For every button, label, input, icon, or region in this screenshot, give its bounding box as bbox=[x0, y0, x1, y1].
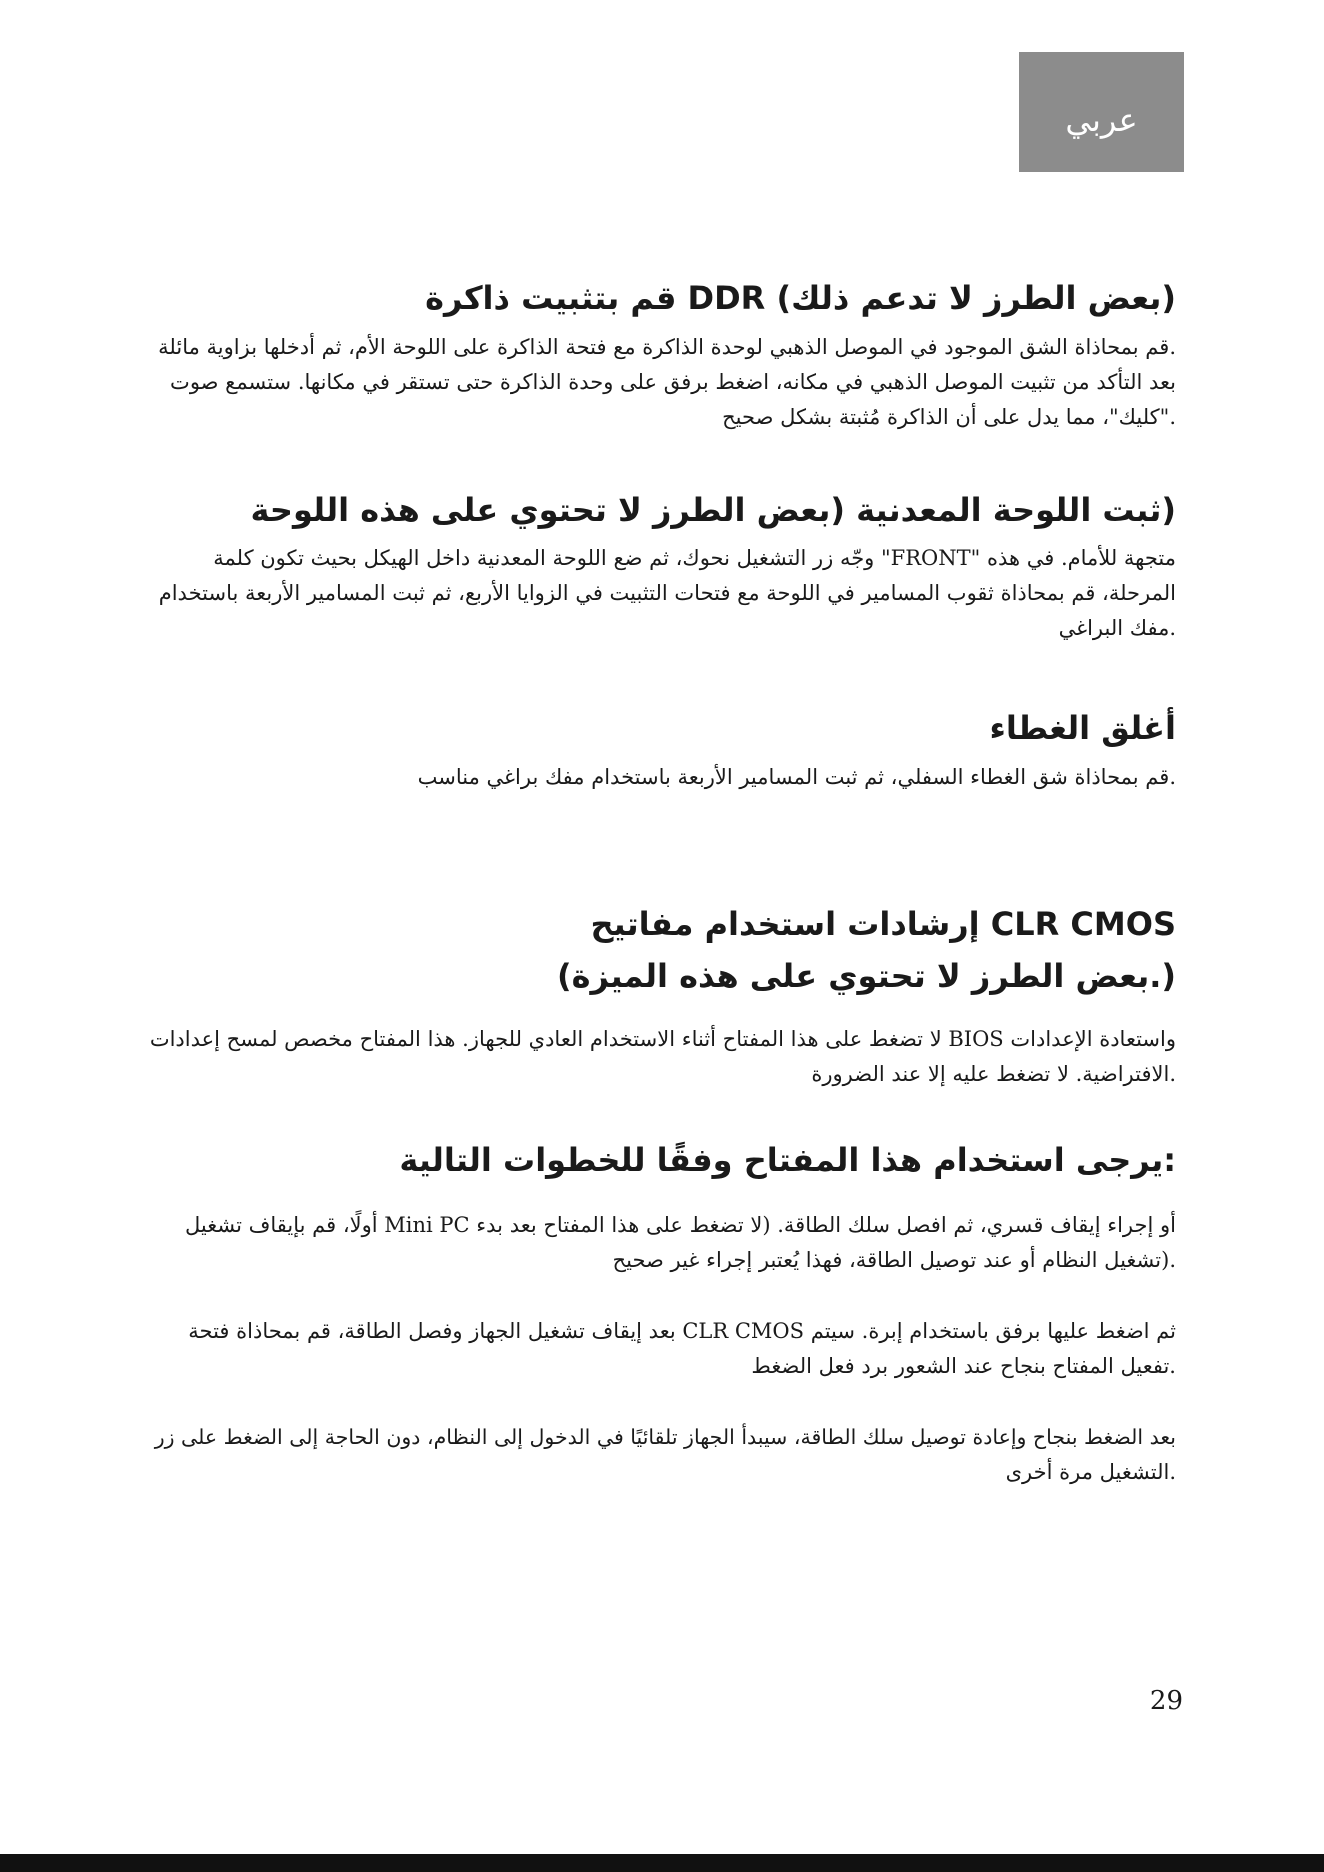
paragraph-line: بعد الضغط بنجاح وإعادة توصيل سلك الطاقة، سيبدأ الجهاز تلقائيًا في الدخول إلى النظام، دون الحاجة إلى الضغط على زر bbox=[154, 1425, 1176, 1449]
paragraph-line: .تفعيل المفتاح بنجاح عند الشعور برد فعل الضغط bbox=[751, 1354, 1176, 1378]
section-heading bbox=[557, 898, 1176, 1002]
paragraph bbox=[185, 1208, 1176, 1278]
paragraph-line: ."كليك"، مما يدل على أن الذاكرة مُثبتة بشكل صحيح bbox=[722, 405, 1176, 429]
paragraph-line: .الافتراضية. لا تضغط عليه إلا عند الضرورة bbox=[811, 1062, 1176, 1086]
heading-line: CLR CMOS إرشادات استخدام مفاتيح bbox=[590, 905, 1176, 943]
section-close-cover-body bbox=[418, 760, 1176, 795]
step-3 bbox=[155, 1420, 1176, 1490]
paragraph-line: أو إجراء إيقاف قسري، ثم افصل سلك الطاقة. (لا تضغط على هذا المفتاح بعد بدء Mini PC أولًا، قم بإيقاف تشغيل bbox=[184, 1213, 1176, 1237]
paragraph bbox=[150, 1022, 1176, 1092]
section-heading: :يرجى استخدام هذا المفتاح وفقًا للخطوات التالية bbox=[399, 1141, 1176, 1179]
section-metal-plate-body bbox=[159, 541, 1176, 646]
page-number: 29 bbox=[1149, 1686, 1183, 1716]
section-steps bbox=[399, 1134, 1176, 1186]
section-install-ddr bbox=[425, 272, 1176, 324]
step-1 bbox=[185, 1208, 1176, 1278]
paragraph-line: .التشغيل مرة أخرى bbox=[1005, 1460, 1176, 1484]
section-metal-plate bbox=[250, 484, 1176, 536]
paragraph-line: .(تشغيل النظام أو عند توصيل الطاقة، فهذا يُعتبر إجراء غير صحيح bbox=[612, 1248, 1176, 1272]
section-heading: أغلق الغطاء bbox=[989, 709, 1176, 747]
paragraph-line: المرحلة، قم بمحاذاة ثقوب المسامير في اللوحة مع فتحات التثبيت في الزوايا الأربع، ثم ثبت المسامير الأربعة باستخدام bbox=[158, 581, 1176, 605]
language-tab-label: عربي bbox=[1065, 101, 1138, 139]
section-heading: (ثبت اللوحة المعدنية (بعض الطرز لا تحتوي على هذه اللوحة bbox=[250, 491, 1176, 529]
paragraph bbox=[158, 330, 1176, 435]
paragraph-line: ثم اضغط عليها برفق باستخدام إبرة. سيتم CLR CMOS بعد إيقاف تشغيل الجهاز وفصل الطاقة، قم بمحاذاة فتحة bbox=[188, 1319, 1176, 1343]
heading-line: (.بعض الطرز لا تحتوي على هذه الميزة) bbox=[557, 957, 1176, 995]
paragraph bbox=[155, 1420, 1176, 1490]
paragraph-line: .قم بمحاذاة الشق الموجود في الموصل الذهبي لوحدة الذاكرة مع فتحة الذاكرة على اللوحة الأم، ثم أدخلها بزاوية مائلة bbox=[158, 335, 1176, 359]
paragraph bbox=[418, 760, 1176, 795]
step-2 bbox=[188, 1314, 1176, 1384]
section-close-cover bbox=[990, 702, 1176, 754]
paragraph-line: .قم بمحاذاة شق الغطاء السفلي، ثم ثبت المسامير الأربعة باستخدام مفك براغي مناسب bbox=[417, 765, 1176, 789]
paragraph-line: متجهة للأمام. في هذه "FRONT" وجّه زر التشغيل نحوك، ثم ضع اللوحة المعدنية داخل الهيكل بحيث تكون كلمة bbox=[213, 546, 1176, 570]
paragraph bbox=[159, 541, 1176, 646]
bottom-rule bbox=[0, 1854, 1324, 1872]
section-heading: (بعض الطرز لا تدعم ذلك) DDR قم بتثبيت ذاكرة bbox=[425, 279, 1176, 317]
section-clr-cmos bbox=[557, 898, 1176, 1002]
paragraph-line: واستعادة الإعدادات BIOS لا تضغط على هذا المفتاح أثناء الاستخدام العادي للجهاز. هذا المفتاح مخصص لمسح إعدادات bbox=[149, 1027, 1176, 1051]
paragraph-line: بعد التأكد من تثبيت الموصل الذهبي في مكانه، اضغط برفق على وحدة الذاكرة حتى تستقر في مكانها. ستسمع صوت bbox=[170, 370, 1176, 394]
section-install-ddr-body bbox=[158, 330, 1176, 435]
paragraph-line: .مفك البراغي bbox=[1058, 616, 1176, 640]
paragraph bbox=[188, 1314, 1176, 1384]
section-clr-cmos-body bbox=[150, 1022, 1176, 1092]
